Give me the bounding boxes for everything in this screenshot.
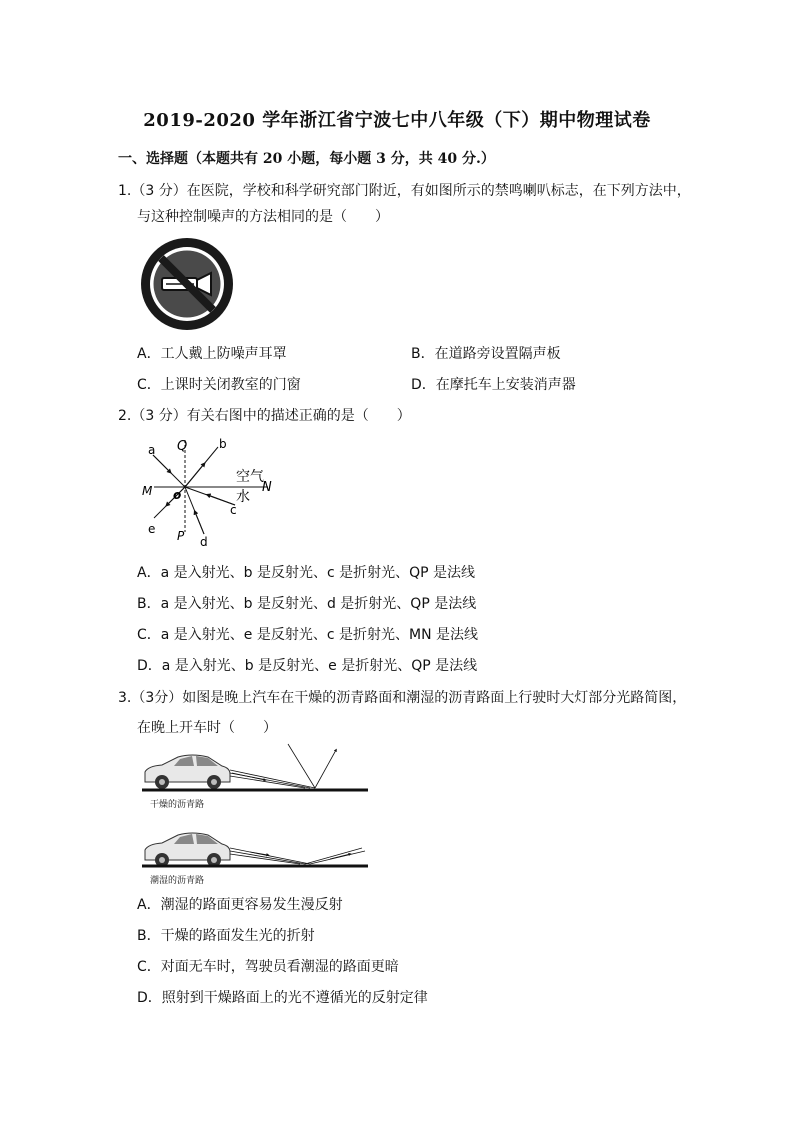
q3-option-c: C．对面无车时，驾驶员看潮湿的路面更暗: [137, 959, 399, 975]
label-n: N: [262, 480, 272, 495]
label-m: M: [142, 484, 153, 498]
q2-stem: 2.（3 分）有关右图中的描述正确的是（ ）: [118, 408, 411, 424]
q1-option-d: D．在摩托车上安装消声器: [411, 377, 576, 393]
q2-option-d: D．a 是入射光、b 是反射光、e 是折射光、QP 是法线: [137, 658, 478, 674]
q3-stem-line2: 在晚上开车时（ ）: [137, 720, 277, 736]
q1-option-b: B．在道路旁设置隔声板: [411, 346, 561, 362]
dry-road-diagram: [140, 740, 370, 795]
q2-option-a: A．a 是入射光、b 是反射光、c 是折射光、QP 是法线: [137, 565, 476, 581]
label-a: a: [148, 443, 156, 457]
q3-option-a: A．潮湿的路面更容易发生漫反射: [137, 897, 343, 913]
label-air: 空气: [236, 469, 264, 485]
section-heading: 一、选择题（本题共有 20 小题，每小题 3 分，共 40 分.）: [118, 151, 495, 167]
label-q: Q: [177, 439, 188, 454]
label-c: c: [230, 503, 237, 517]
q3-stem-line1: 3.（3分）如图是晚上汽车在干燥的沥青路面和潮湿的沥青路面上行驶时大灯部分光路简图，: [118, 690, 687, 706]
no-horn-sign-icon: [139, 236, 235, 332]
label-b: b: [219, 437, 227, 451]
q3-option-d: D．照射到干燥路面上的光不遵循光的反射定律: [137, 990, 428, 1006]
label-water: 水: [236, 489, 250, 505]
label-e: e: [148, 522, 156, 536]
label-o: o: [173, 488, 182, 502]
caption-wet-road: 潮湿的沥青路: [150, 876, 205, 886]
car-icon: [145, 833, 230, 867]
q1-option-a: A．工人戴上防噪声耳罩: [137, 346, 287, 362]
q2-option-b: B．a 是入射光、b 是反射光、d 是折射光、QP 是法线: [137, 596, 477, 612]
wet-road-diagram: [140, 826, 370, 871]
page-title: 2019-2020 学年浙江省宁波七中八年级（下）期中物理试卷: [143, 110, 651, 131]
q2-option-c: C．a 是入射光、e 是反射光、c 是折射光、MN 是法线: [137, 627, 479, 643]
refraction-diagram: [140, 432, 280, 550]
q1-option-c: C．上课时关闭教室的门窗: [137, 377, 301, 393]
label-d: d: [200, 535, 208, 549]
q1-stem-line1: 1.（3 分）在医院，学校和科学研究部门附近，有如图所示的禁鸣喇叭标志，在下列方法中，: [118, 183, 691, 199]
car-icon: [145, 755, 230, 789]
q3-option-b: B．干燥的路面发生光的折射: [137, 928, 315, 944]
q1-stem-line2: 与这种控制噪声的方法相同的是（ ）: [137, 209, 389, 225]
caption-dry-road: 干燥的沥青路: [150, 800, 205, 810]
label-p: P: [177, 529, 185, 543]
